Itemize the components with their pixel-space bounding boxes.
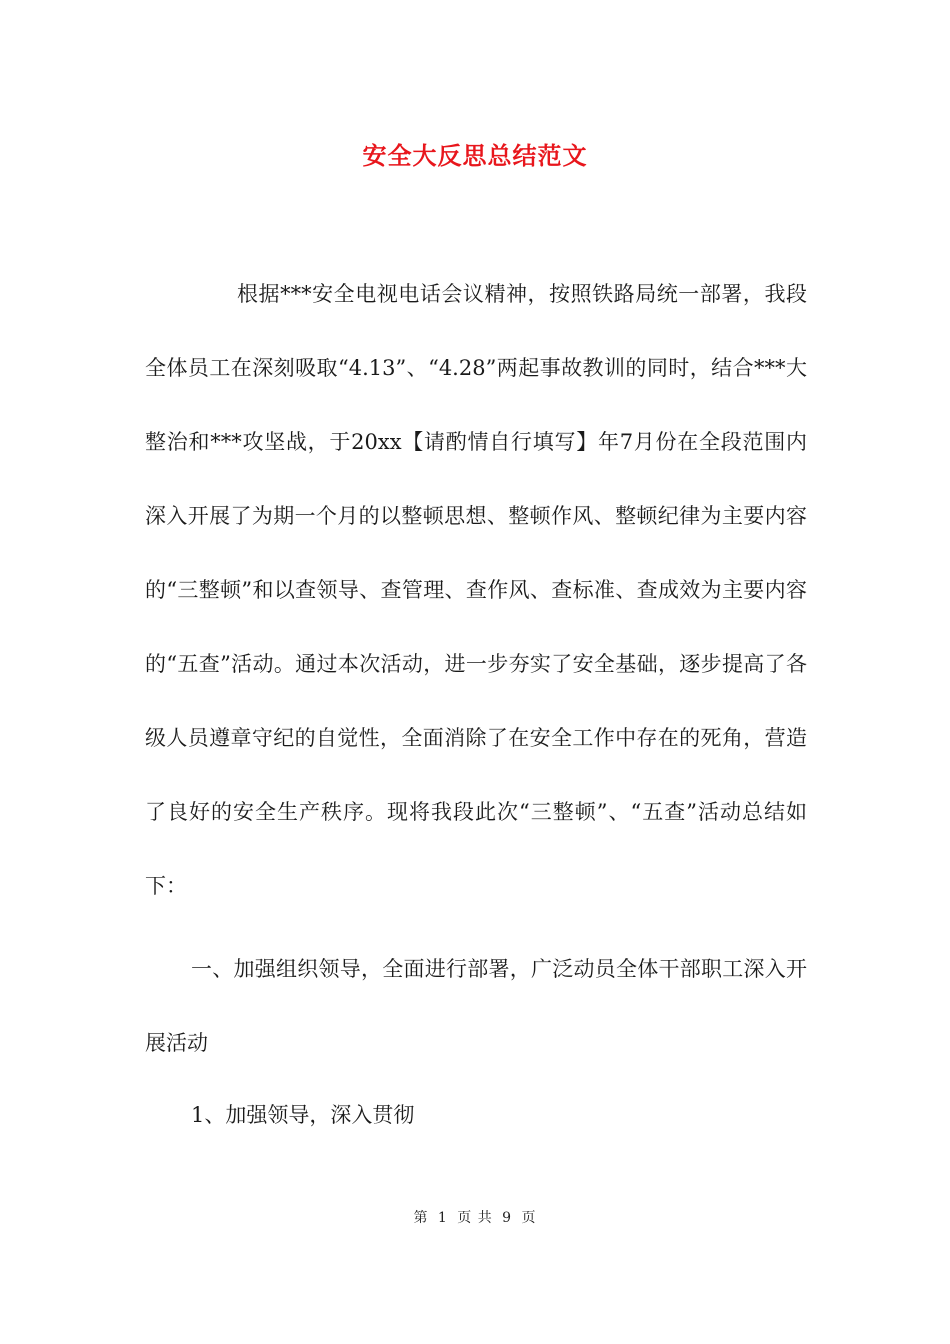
footer-current-page: 1: [437, 1210, 448, 1226]
footer-suffix: 页: [521, 1210, 537, 1226]
footer-total-pages: 9: [502, 1210, 513, 1226]
footer-prefix: 第: [413, 1210, 429, 1226]
section-heading-1: 一、加强组织领导，全面进行部署，广泛动员全体干部职工深入开展活动: [145, 957, 807, 1055]
page-footer: [0, 1207, 950, 1229]
subsection-heading-1: 1、加强领导，深入贯彻: [191, 1103, 415, 1127]
document-title: 安全大反思总结范文: [362, 141, 588, 170]
paragraph-intro: 根据***安全电视电话会议精神，按照铁路局统一部署，我段全体员工在深刻吸取“4.13”、“4.28”两起事故教训的同时，结合***大整治和***攻坚战，于20xx【请酌情自行填写】年7月份在全段范围内深入开展了为期一个月的以整顿思想、整顿作风、整顿纪律为主要内容的“三整顿”和以查领导、查管理、查作风、查标准、查成效为主要内容的“五查”活动。通过本次活动，进一步夯实了安全基础，逐步提高了各级人员遵章守纪的自觉性，全面消除了在安全工作中存在的死角，营造了良好的安全生产秩序。现将我段此次“三整顿”、“五查”活动总结如下：: [145, 282, 807, 898]
footer-middle: 页 共: [457, 1210, 493, 1226]
